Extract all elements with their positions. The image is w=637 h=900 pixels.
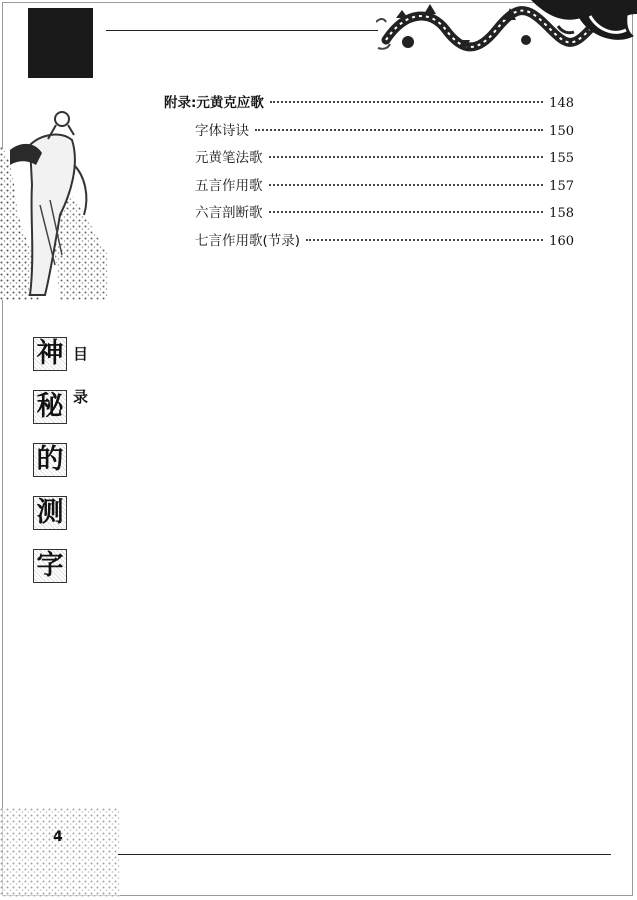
book-title-column [33,337,73,602]
toc-entry[interactable] [164,146,574,174]
toc-dot-leader [255,129,543,131]
toc-entry-page: 158 [549,206,574,221]
toc-dot-leader [306,239,543,241]
toc-entry[interactable] [164,91,574,119]
toc-entry-title: 五言作用歌 [195,177,263,194]
toc-entry-title: 七言作用歌(节录) [195,232,301,249]
toc-entry[interactable] [164,229,574,257]
toc-entry[interactable] [164,174,574,202]
dragon-ornament-icon [376,0,637,62]
toc-entry-title: 字体诗诀 [195,122,249,139]
book-title-char: 测 [33,496,67,530]
toc-entry-page: 148 [549,96,574,111]
toc-dot-leader [269,156,544,158]
toc-dot-leader [269,184,544,186]
toc-entry[interactable] [164,119,574,147]
toc-entry-page: 155 [549,151,574,166]
corner-texture-icon [0,808,120,898]
page-number: 4 [53,829,63,845]
toc-entry-title: 元黄笔法歌 [195,150,263,166]
book-title-char: 的 [33,443,67,477]
toc-dot-leader [270,101,543,103]
toc-dot-leader [269,211,544,213]
toc-entry[interactable] [164,201,574,229]
header-rule [106,30,378,31]
toc-entry-title: 附录:元黄克应歌 [164,95,264,111]
section-label-char: 录 [73,388,89,406]
table-of-contents [164,91,574,256]
book-title-char: 字 [33,549,67,583]
scholar-illustration-icon [0,105,110,300]
book-title-char: 秘 [33,390,67,424]
toc-entry-page: 157 [549,178,574,194]
toc-entry-page: 150 [549,123,574,139]
toc-entry-title: 六言剖断歌 [195,205,263,221]
header-black-block [28,8,93,78]
book-title-char: 神 [33,337,67,371]
footer-rule [118,854,611,855]
section-label-char: 目 [73,345,89,363]
toc-entry-page: 160 [549,233,574,249]
